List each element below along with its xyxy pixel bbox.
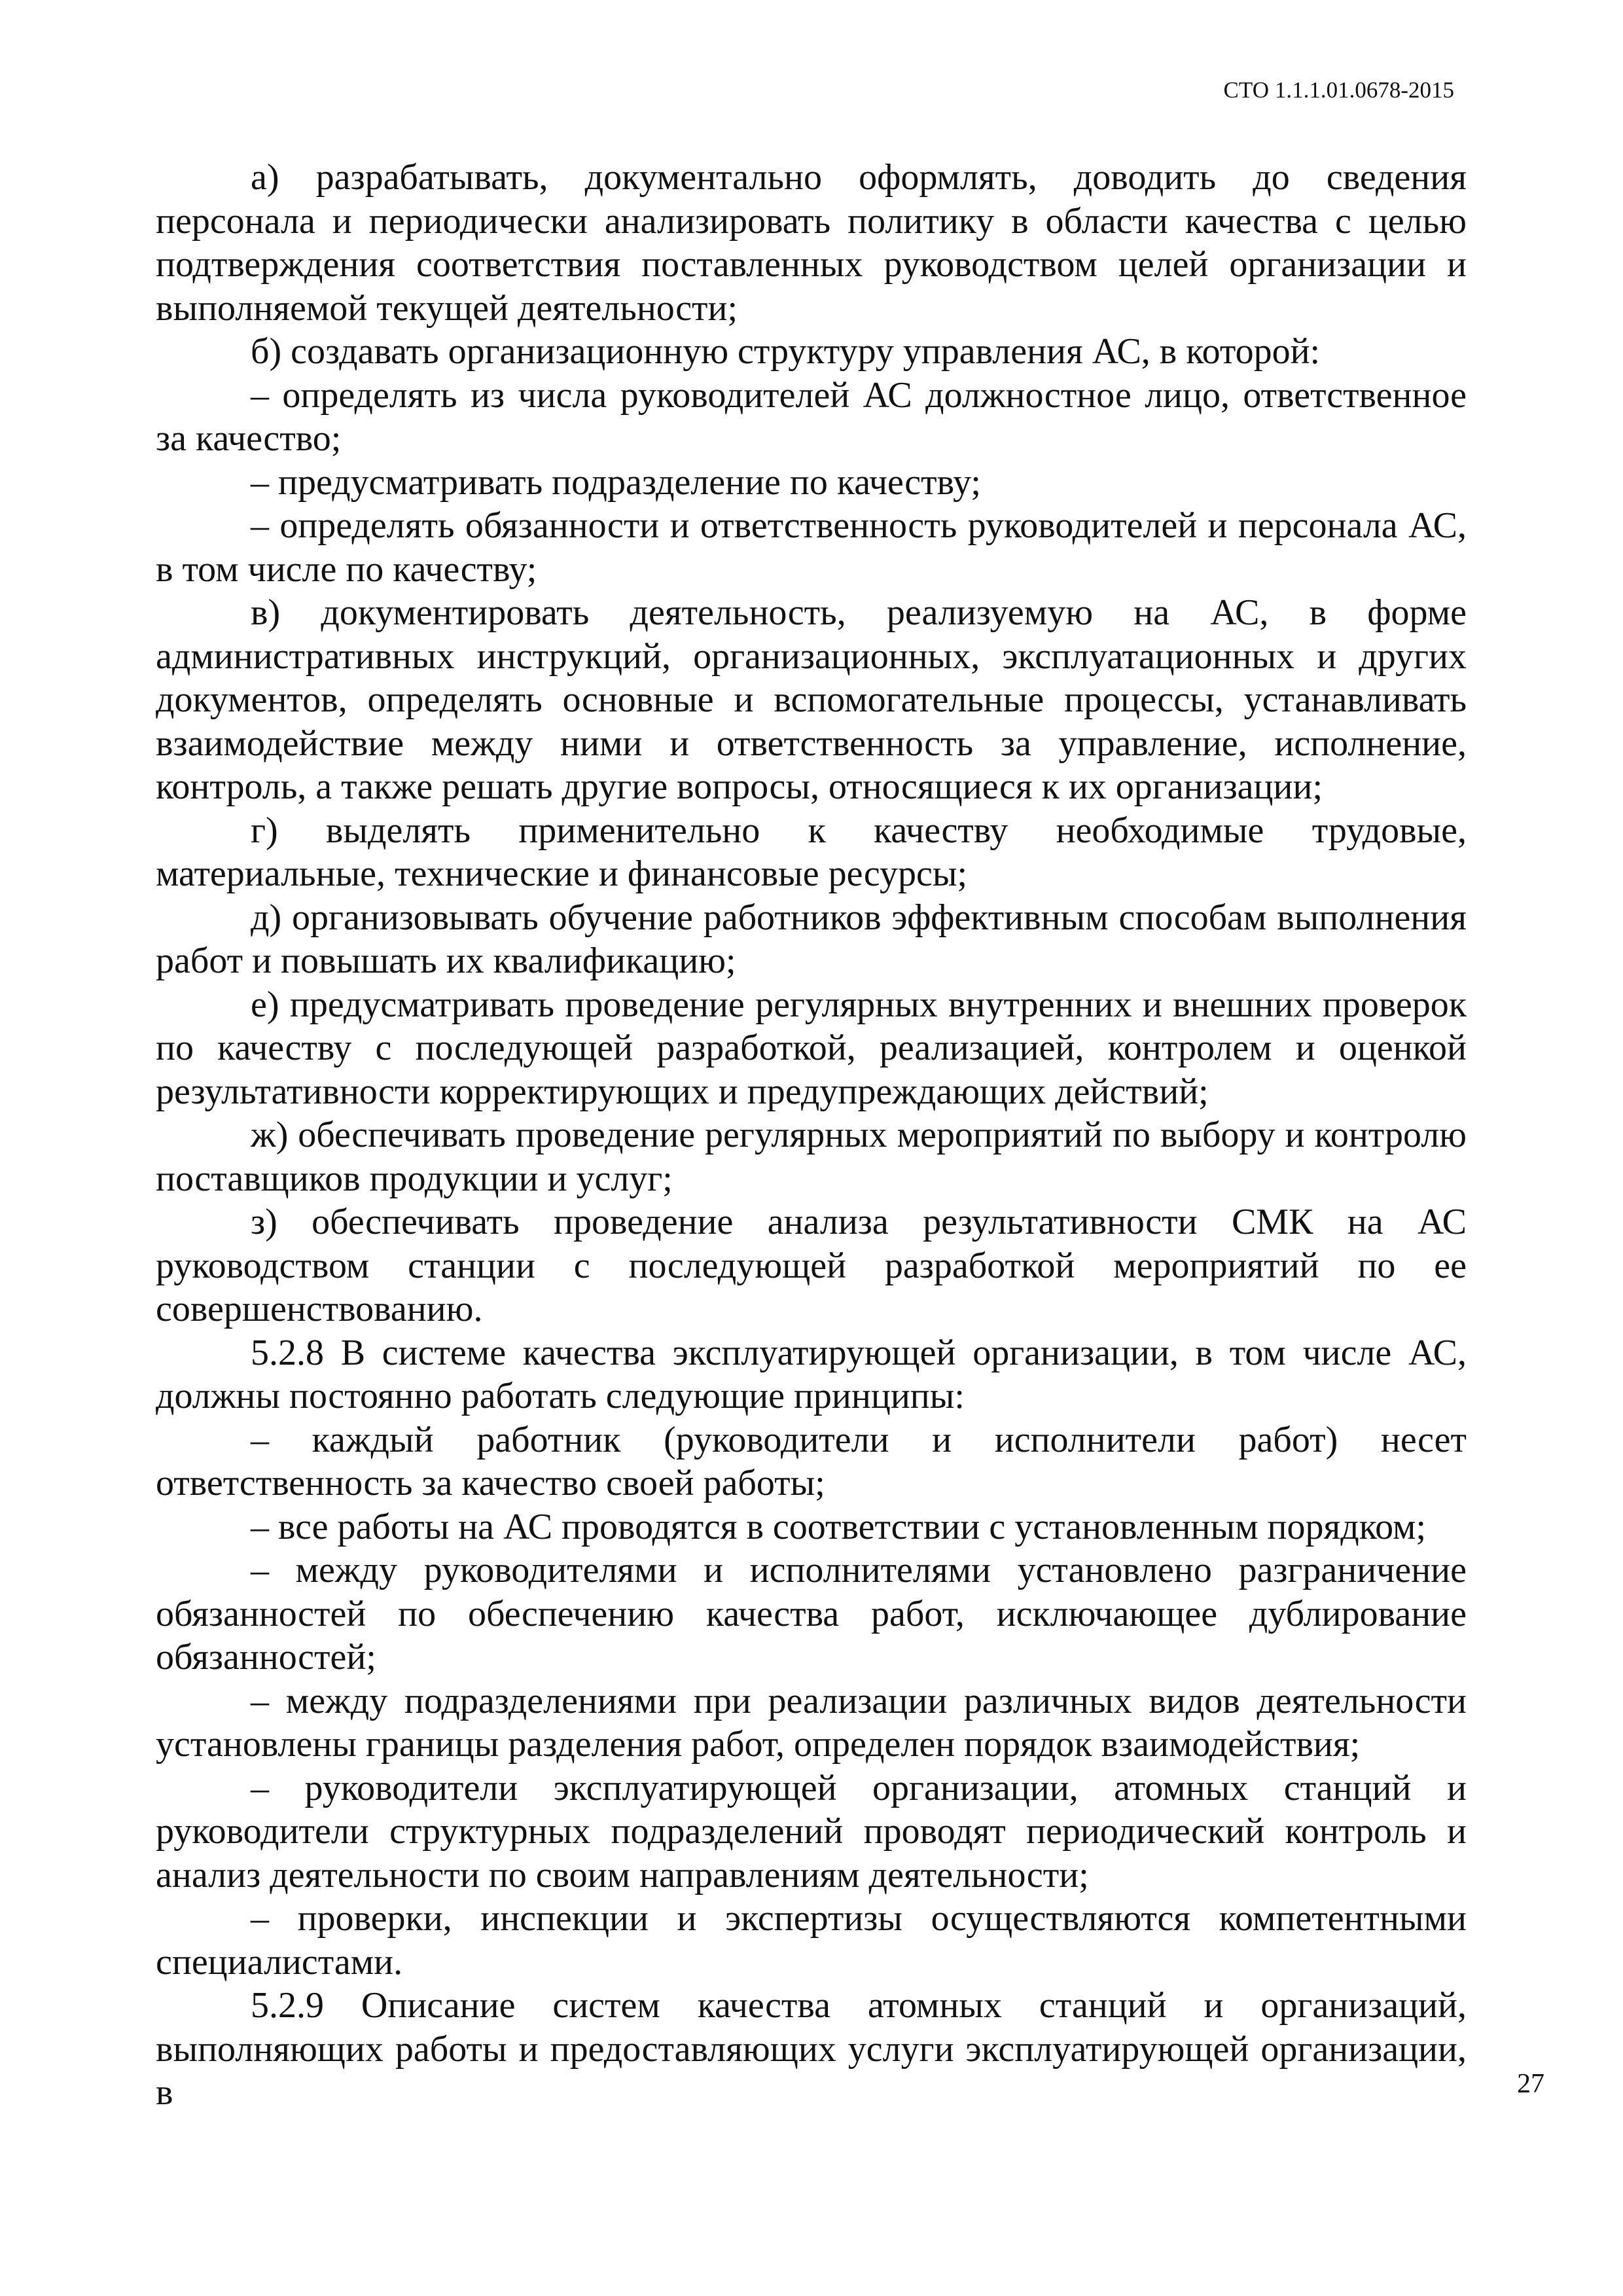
paragraph: 5.2.8 В системе качества эксплуатирующей организации, в том числе АС, должны постоянно работать следующие принципы: <box>156 1332 1467 1416</box>
document-body <box>156 156 1467 2115</box>
paragraph: – все работы на АС проводятся в соответствии с установленным порядком; <box>251 1506 1427 1547</box>
paragraph: е) предусматривать проведение регулярных внутренних и внешних проверок по качеству с последующей разработкой, реализацией, контролем и оценкой результативности корректирующих и предупреждающих действий; <box>156 984 1467 1112</box>
paragraph: б) создавать организационную структуру управления АС, в которой: <box>251 331 1321 372</box>
paragraph: – предусматривать подразделение по качеству; <box>251 461 981 503</box>
document-code: СТО 1.1.1.01.0678-2015 <box>1223 77 1454 103</box>
paragraph: – руководители эксплуатирующей организации, атомных станций и руководители структурных подразделений проводят периодический контроль и анализ деятельности по своим направлениям деятельности; <box>156 1767 1467 1895</box>
paragraph: – между подразделениями при реализации различных видов деятельности установлены границы разделения работ, определен порядок взаимодействия; <box>156 1680 1467 1765</box>
paragraph: 5.2.9 Описание систем качества атомных станций и организаций, выполняющих работы и предоставляющих услуги эксплуатирующей организации, в <box>156 1985 1467 2113</box>
paragraph: а) разрабатывать, документально оформлять, доводить до сведения персонала и периодически анализировать политику в области качества с целью подтверждения соответствия поставленных руководством целей организации и выполняемой текущей деятельности; <box>156 157 1467 329</box>
paragraph: д) организовывать обучение работников эффективным способам выполнения работ и повышать их квалификацию; <box>156 897 1467 981</box>
paragraph: г) выделять применительно к качеству необходимые трудовые, материальные, технические и финансовые ресурсы; <box>156 810 1467 894</box>
paragraph: з) обеспечивать проведение анализа результативности СМК на АС руководством станции с последующей разработкой мероприятий по ее совершенствованию. <box>156 1202 1467 1329</box>
page-number: 27 <box>1517 2069 1544 2099</box>
paragraph: – между руководителями и исполнителями установлено разграничение обязанностей по обеспечению качества работ, исключающее дублирование обязанностей; <box>156 1550 1467 1677</box>
paragraph: – определять обязанности и ответственность руководителей и персонала АС, в том числе по качеству; <box>156 505 1467 590</box>
paragraph: ж) обеспечивать проведение регулярных мероприятий по выбору и контролю поставщиков продукции и услуг; <box>156 1115 1467 1199</box>
paragraph: – проверки, инспекции и экспертизы осуществляются компетентными специалистами. <box>156 1898 1467 1982</box>
paragraph: в) документировать деятельность, реализуемую на АС, в форме административных инструкций, организационных, эксплуатационных и других документов, определять основные и вспомогательные процессы, устанавливать взаимодействие между ними и ответственность за управление, исполнение, контроль, а также решать другие вопросы, относящиеся к их организации; <box>156 592 1467 807</box>
paragraph: – определять из числа руководителей АС должностное лицо, ответственное за качество; <box>156 374 1467 459</box>
paragraph: – каждый работник (руководители и исполнители работ) несет ответственность за качество своей работы; <box>156 1419 1467 1503</box>
